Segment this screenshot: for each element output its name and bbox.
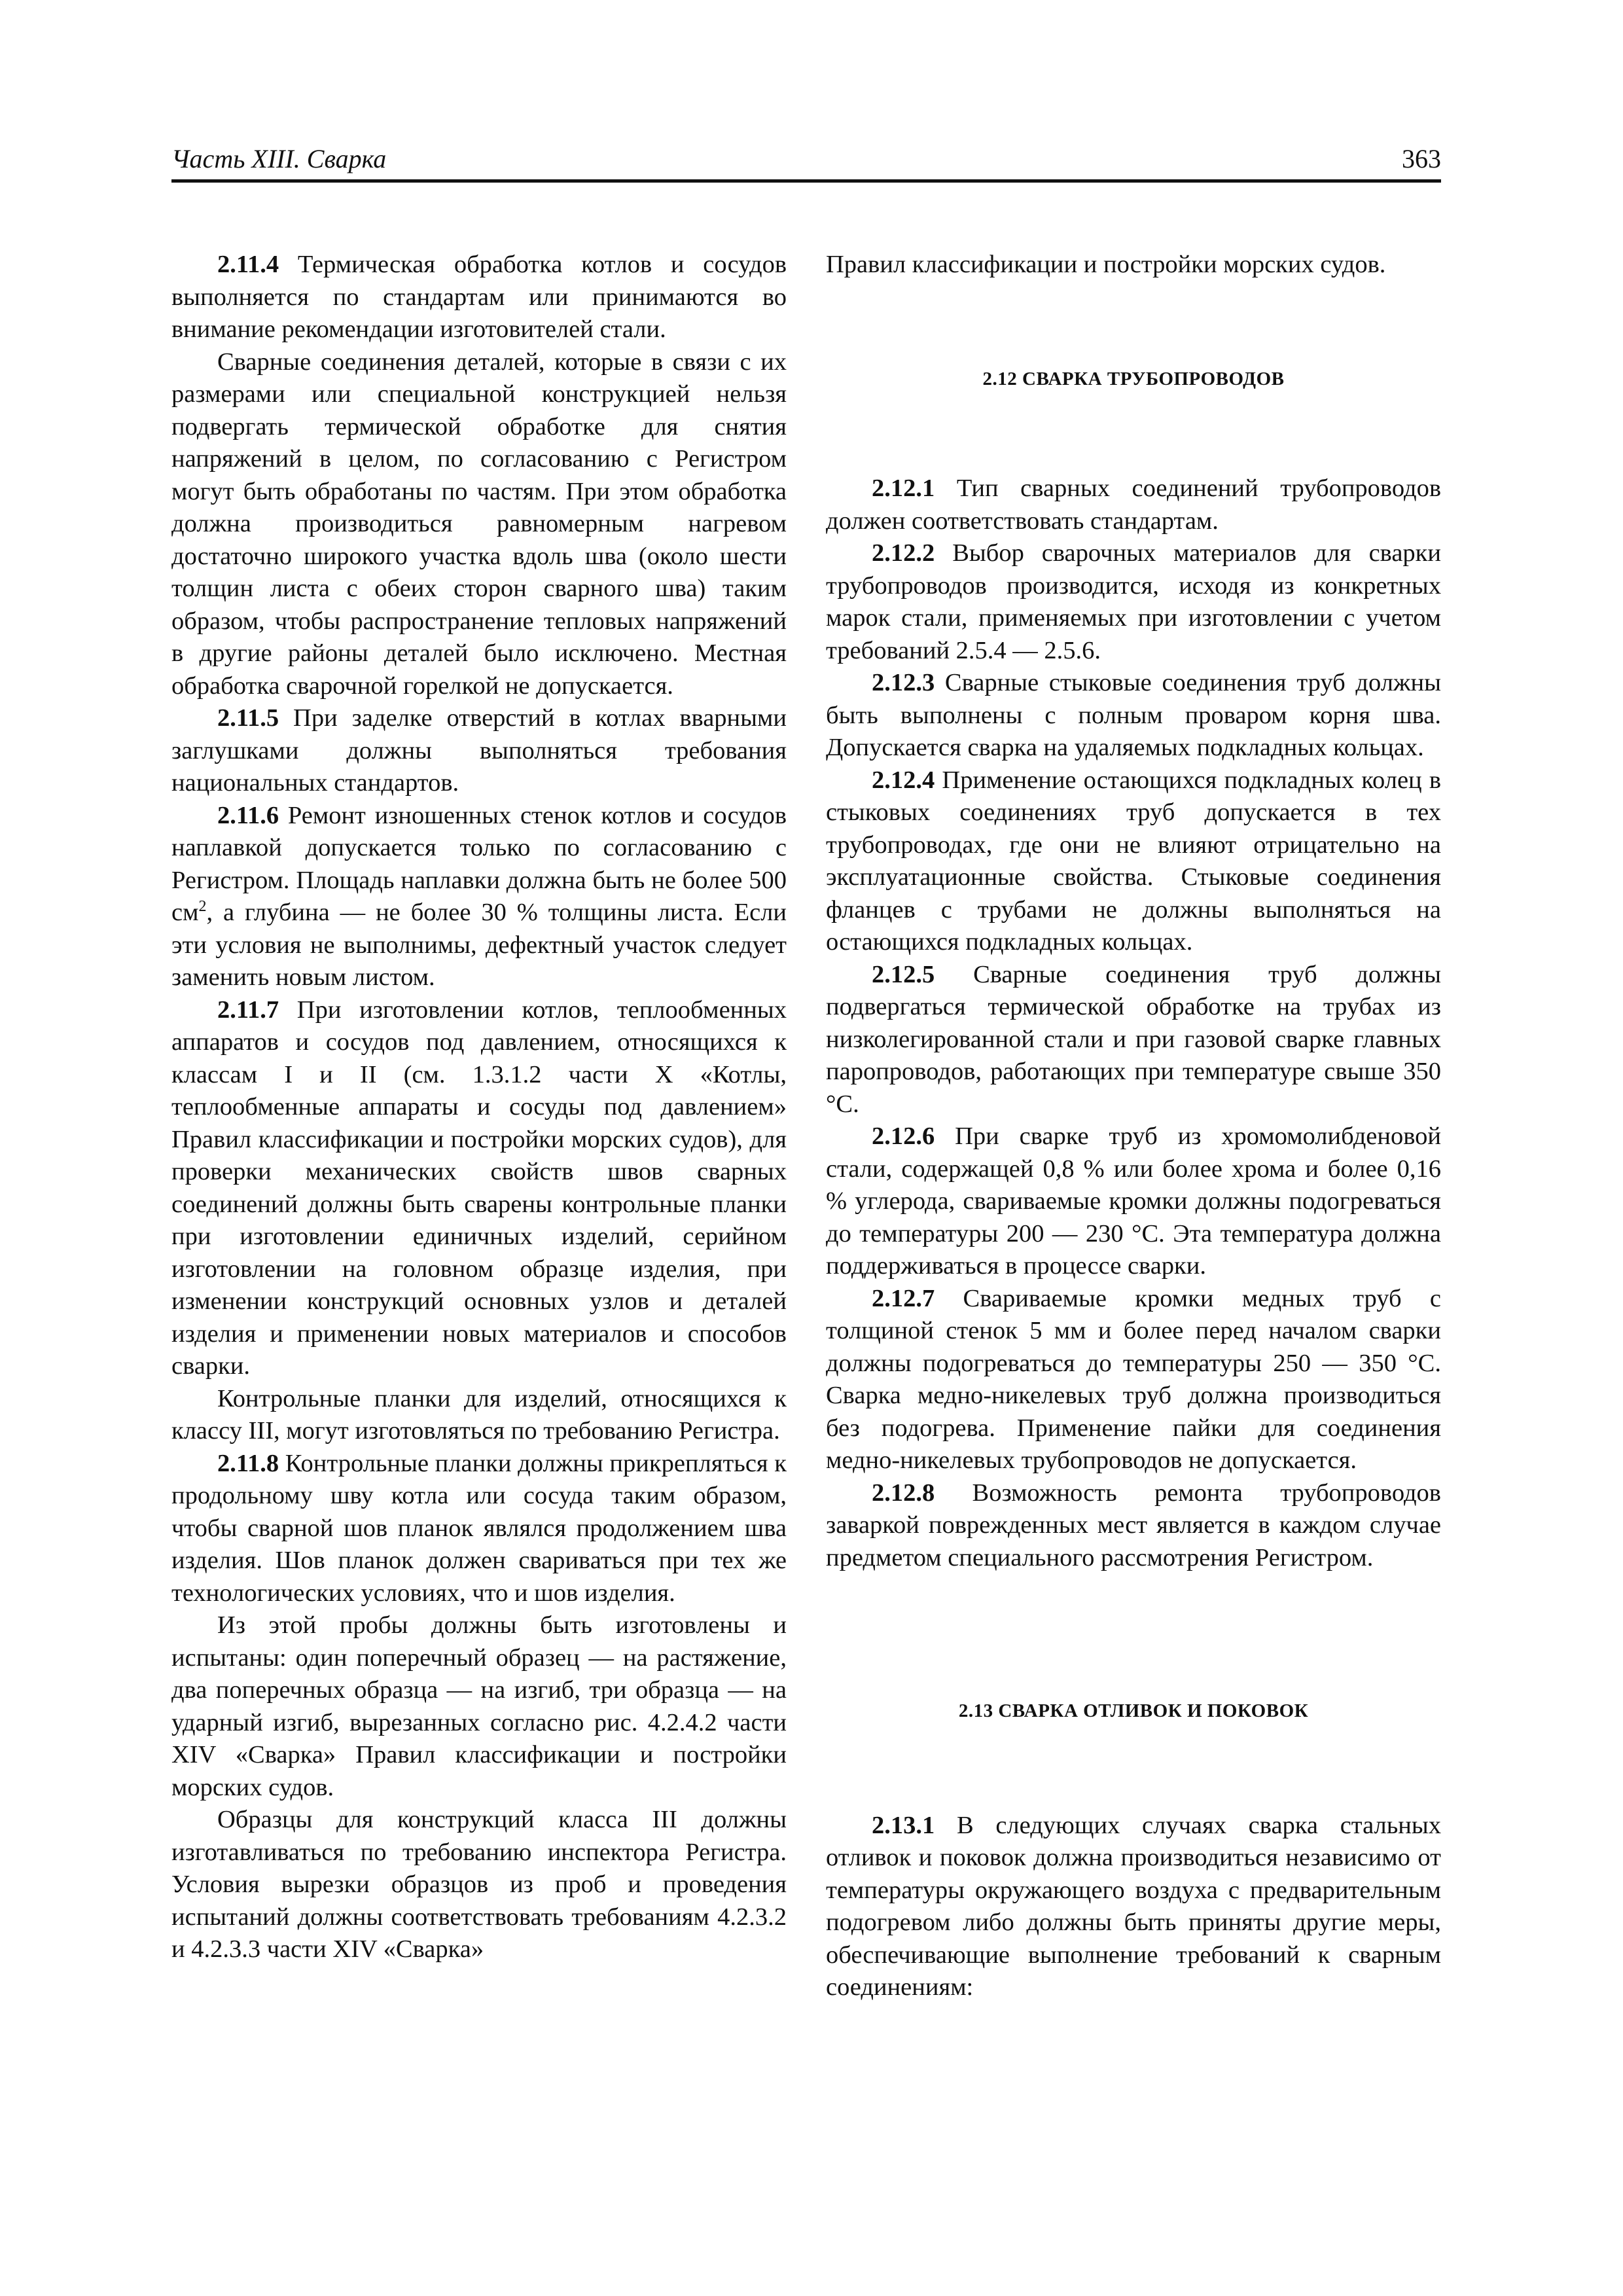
clause-number: 2.12.6 bbox=[872, 1122, 935, 1150]
paragraph-2-12-7: 2.12.7 Свариваемые кромки медных труб с толщиной стенок 5 мм и более перед началом сварки должны подогреваться до температуры 250 — 350 °С. Сварка медно-никелевых труб должна производиться без подогрева. Применение пайки для соединения медно-никелевых трубопроводов не допускается. bbox=[826, 1284, 1441, 1474]
paragraph-2-12-5: 2.12.5 Сварные соединения труб должны подвергаться термической обработке на трубах из низколегированной стали и при газовой сварке главных паропроводов, работающих при температуре свыше 350 °С. bbox=[826, 960, 1441, 1118]
paragraph-2-12-2: 2.12.2 Выбор сварочных материалов для сварки трубопроводов производится, исходя из конкретных марок стали, применяемых при изготовлении с учетом требований 2.5.4 — 2.5.6. bbox=[826, 539, 1441, 664]
paragraph: Сварные соединения деталей, которые в связи с их размерами или специальной конструкцией нельзя подвергать термической обработке для снятия напряжений в целом, по согласованию с Регистром могут быть обработаны по частям. При этом обработка должна производиться равномерным нагревом достаточно широкого участка вдоль шва (около шести толщин листа с обеих сторон сварного шва) таким образом, чтобы распространение тепловых напряжений в другие районы деталей было исключено. Местная обработка сварочной горелкой не допускается. bbox=[171, 348, 787, 700]
page-number: 363 bbox=[1402, 144, 1441, 173]
clause-number: 2.11.5 bbox=[217, 704, 279, 732]
paragraph-continuation: Правил классификации и постройки морских судов. bbox=[826, 251, 1386, 278]
part-title: Часть XIII. Сварка bbox=[171, 144, 387, 173]
clause-number: 2.11.6 bbox=[217, 801, 279, 829]
left-column bbox=[171, 249, 787, 1966]
section-title-2-12: 2.12 СВАРКА ТРУБОПРОВОДОВ bbox=[982, 368, 1285, 389]
clause-number: 2.12.4 bbox=[872, 766, 935, 794]
section-title-2-13: 2.13 СВАРКА ОТЛИВОК И ПОКОВОК bbox=[958, 1700, 1309, 1721]
clause-number: 2.13.1 bbox=[872, 1811, 935, 1839]
clause-number: 2.12.2 bbox=[872, 539, 935, 567]
paragraph-2-11-4: 2.11.4 Термическая обработка котлов и сосудов выполняется по стандартам или принимаются во внимание рекомендации изготовителей стали. bbox=[171, 251, 787, 343]
right-column bbox=[826, 249, 1441, 2004]
paragraph-2-12-3: 2.12.3 Сварные стыковые соединения труб должны быть выполнены с полным проваром корня шва. Допускается сварка на удаляемых подкладных кольцах. bbox=[826, 669, 1441, 761]
clause-number: 2.12.1 bbox=[872, 475, 935, 502]
superscript: 2 bbox=[198, 898, 207, 916]
clause-number: 2.12.8 bbox=[872, 1479, 935, 1507]
paragraph-2-11-8: 2.11.8 Контрольные планки должны прикрепляться к продольному шву котла или сосуда таким образом, чтобы сварной шов планок являлся продолжением шва изделия. Шов планок должен свариваться при тех же технологических условиях, что и шов изделия. bbox=[171, 1449, 787, 1607]
paragraph-2-12-4: 2.12.4 Применение остающихся подкладных колец в стыковых соединениях труб допускается в тех трубопроводах, где они не влияют отрицательно на эксплуатационные свойства. Стыковые соединения фланцев с трубами не должны выполняться на остающихся подкладных кольцах. bbox=[826, 766, 1441, 956]
clause-number: 2.12.3 bbox=[872, 669, 935, 696]
paragraph: Контрольные планки для изделий, относящихся к классу III, могут изготовляться по требованию Регистра. bbox=[171, 1384, 787, 1444]
running-header bbox=[171, 141, 1441, 183]
clause-number: 2.11.7 bbox=[217, 996, 279, 1024]
clause-number: 2.11.8 bbox=[217, 1449, 279, 1477]
paragraph-2-12-6: 2.12.6 При сварке труб из хромомолибденовой стали, содержащей 0,8 % или более хрома и более 0,16 % углерода, свариваемые кромки должны подогреваться до температуры 200 — 230 °С. Эта температура должна поддерживаться в процессе сварки. bbox=[826, 1122, 1441, 1280]
paragraph-2-11-7: 2.11.7 При изготовлении котлов, теплообменных аппаратов и сосудов под давлением, относящихся к классам I и II (см. 1.3.1.2 части X «Котлы, теплообменные аппараты и сосуды под давлением» Правил классификации и постройки морских судов), для проверки механических свойств швов сварных соединений должны быть сварены контрольные планки при изготовлении единичных изделий, серийном изготовлении на головном образце изделия, при изменении конструкций основных узлов и деталей изделия и применении новых материалов и способов сварки. bbox=[171, 996, 787, 1380]
paragraph-2-12-1: 2.12.1 Тип сварных соединений трубопроводов должен соответствовать стандартам. bbox=[826, 475, 1441, 535]
clause-number: 2.12.7 bbox=[872, 1284, 935, 1312]
paragraph: Из этой пробы должны быть изготовлены и испытаны: один поперечный образец — на растяжение, два поперечных образца — на изгиб, три образца — на ударный изгиб, вырезанных согласно рис. 4.2.4.2 части XIV «Сварка» Правил классификации и постройки морских судов. bbox=[171, 1611, 787, 1801]
paragraph-2-11-5: 2.11.5 При заделке отверстий в котлах вварными заглушками должны выполняться требования национальных стандартов. bbox=[171, 704, 787, 797]
clause-number: 2.11.4 bbox=[217, 251, 279, 278]
clause-number: 2.12.5 bbox=[872, 960, 935, 988]
paragraph-2-12-8: 2.12.8 Возможность ремонта трубопроводов заваркой поврежденных мест является в каждом случае предметом специального рассмотрения Регистром. bbox=[826, 1479, 1441, 1571]
paragraph-2-11-6: 2.11.6 Ремонт изношенных стенок котлов и сосудов наплавкой допускается только по согласованию с Регистром. Площадь наплавки должна быть не более 500 $см^2$, а глубина — не более 30 % толщины листа. Если эти условия не выполнимы, дефектный участок следует заменить новым листом. bbox=[171, 801, 787, 991]
paragraph-2-13-1: 2.13.1 В следующих случаях сварка стальных отливок и поковок должна производиться независимо от температуры окружающего воздуха с предварительным подогревом либо должны быть приняты другие меры, обеспечивающие выполнение требований к сварным соединениям: bbox=[826, 1811, 1441, 2001]
paragraph: Образцы для конструкций класса III должны изготавливаться по требованию инспектора Регистра. Условия вырезки образцов из проб и проведения испытаний должны соответствовать требованиям 4.2.3.2 и 4.2.3.3 части XIV «Сварка» bbox=[171, 1806, 787, 1963]
